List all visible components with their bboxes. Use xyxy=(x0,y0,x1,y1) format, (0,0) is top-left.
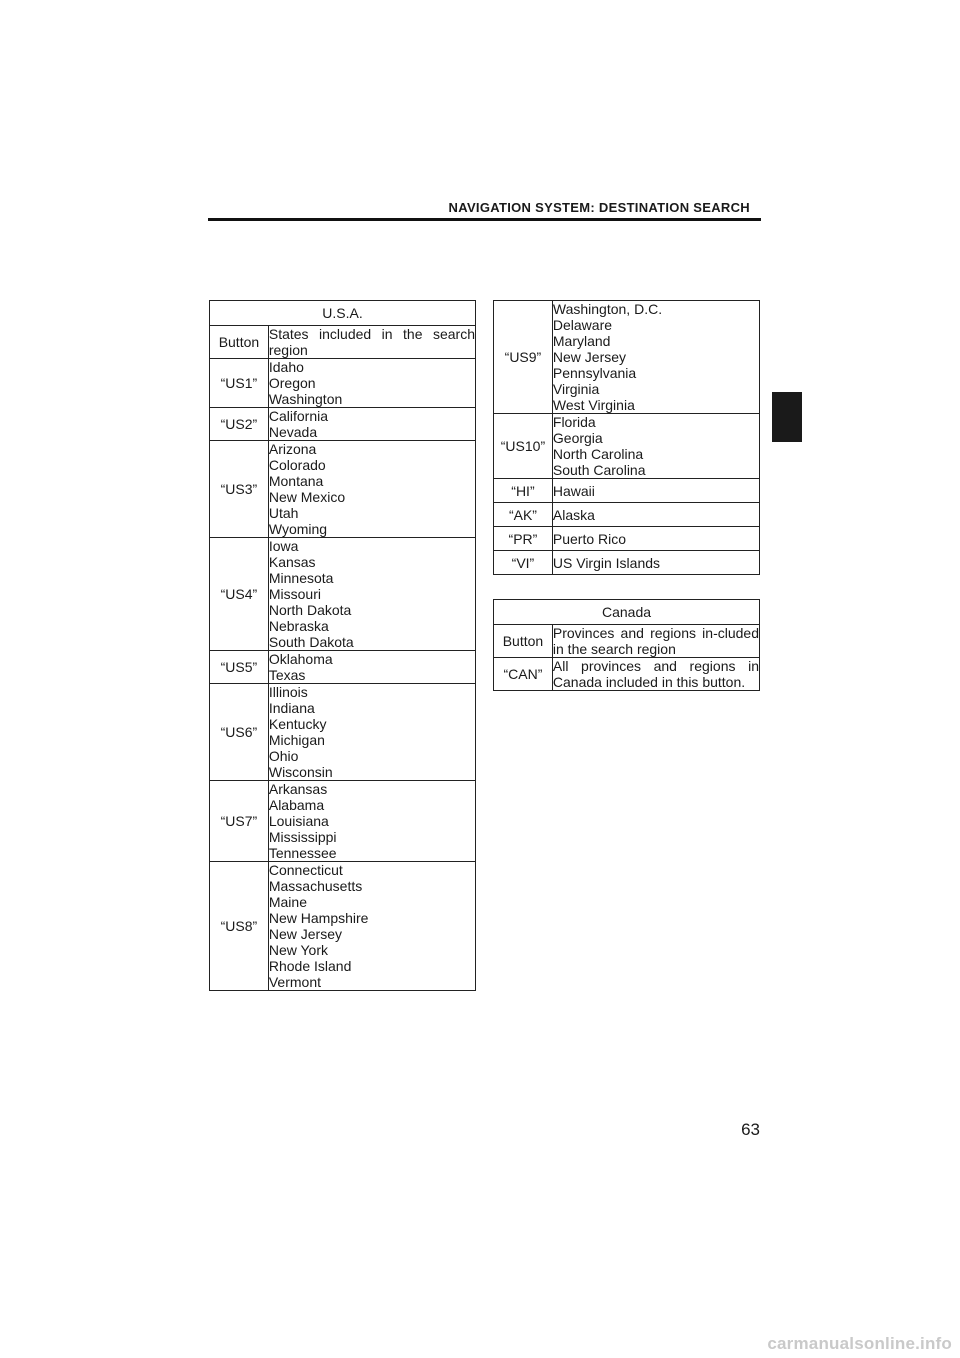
state-name: Colorado xyxy=(268,457,326,473)
table-row xyxy=(210,538,476,651)
state-name: US Virgin Islands xyxy=(552,554,661,571)
state-name: Massachusetts xyxy=(268,878,363,894)
table-row xyxy=(210,359,476,408)
state-name: New Jersey xyxy=(268,926,342,942)
state-name: Alaska xyxy=(552,506,595,523)
table-row xyxy=(494,527,760,551)
region-button-label: “PR” xyxy=(494,527,553,551)
state-name: California xyxy=(268,408,328,424)
state-name: Tennessee xyxy=(268,845,337,861)
state-name: New York xyxy=(268,942,329,958)
region-states-list xyxy=(268,441,475,538)
canada-table-caption: Canada xyxy=(494,600,760,625)
region-button-label: “US2” xyxy=(210,408,269,441)
table-row xyxy=(494,479,760,503)
state-name: Maryland xyxy=(552,333,611,349)
state-name: Texas xyxy=(268,667,306,683)
state-name: Virginia xyxy=(552,381,600,397)
state-name: Utah xyxy=(268,505,299,521)
state-name: Michigan xyxy=(268,732,325,748)
state-name: Minnesota xyxy=(268,570,334,586)
state-name: Indiana xyxy=(268,700,315,716)
state-name: Florida xyxy=(552,414,596,430)
region-states-list xyxy=(552,527,759,551)
region-states-list xyxy=(268,684,475,781)
state-name: Kansas xyxy=(268,554,316,570)
state-name: West Virginia xyxy=(552,397,635,413)
state-name: Washington xyxy=(268,391,343,407)
table-row xyxy=(210,441,476,538)
usa-cont-table-body xyxy=(494,301,760,575)
state-name: New Hampshire xyxy=(268,910,369,926)
usa-region-table-continued xyxy=(493,300,760,575)
state-name: Montana xyxy=(268,473,324,489)
state-name: Kentucky xyxy=(268,716,327,732)
state-name: North Carolina xyxy=(552,446,644,462)
state-name: Vermont xyxy=(268,974,321,990)
region-states-list xyxy=(552,551,759,575)
region-states-list xyxy=(268,538,475,651)
state-name: Oklahoma xyxy=(268,651,333,667)
state-name: Hawaii xyxy=(552,482,595,499)
region-button-label: “HI” xyxy=(494,479,553,503)
region-button-label: “US8” xyxy=(210,862,269,991)
table-row xyxy=(210,408,476,441)
state-name: Alabama xyxy=(268,797,325,813)
page-number: 63 xyxy=(741,1120,760,1139)
state-name: Wisconsin xyxy=(268,764,333,780)
col-header-states: States included in the search region xyxy=(268,326,475,358)
state-name: Nebraska xyxy=(268,618,329,634)
state-name: Puerto Rico xyxy=(552,530,627,547)
state-name: Washington, D.C. xyxy=(552,301,663,317)
region-states-list xyxy=(552,479,759,503)
state-name: South Dakota xyxy=(268,634,354,650)
state-name: Arizona xyxy=(268,441,317,457)
state-name: Missouri xyxy=(268,586,321,602)
table-row xyxy=(494,503,760,527)
region-button-label: “US4” xyxy=(210,538,269,651)
usa-table-body xyxy=(210,359,476,991)
col-header-button: Button xyxy=(494,625,553,658)
table-row xyxy=(210,651,476,684)
table-row xyxy=(494,414,760,479)
state-name: South Carolina xyxy=(552,462,646,478)
state-name: North Dakota xyxy=(268,602,352,618)
table-row xyxy=(210,684,476,781)
region-states-list xyxy=(268,359,475,408)
state-name: Rhode Island xyxy=(268,958,352,974)
state-name: Mississippi xyxy=(268,829,337,845)
usa-table-caption: U.S.A. xyxy=(210,301,476,326)
region-button-label: “US6” xyxy=(210,684,269,781)
region-button-label: “US3” xyxy=(210,441,269,538)
region-states-list xyxy=(268,781,475,862)
state-name: Nevada xyxy=(268,424,318,440)
usa-region-table xyxy=(209,300,476,991)
state-name: Illinois xyxy=(268,684,308,700)
region-description: All provinces and regions in Canada included in this button. xyxy=(552,658,759,690)
state-name: Pennsylvania xyxy=(552,365,637,381)
region-states-list xyxy=(268,408,475,441)
region-states-list xyxy=(268,651,475,684)
state-name: Oregon xyxy=(268,375,316,391)
chapter-tab-marker xyxy=(772,392,802,442)
state-name: Connecticut xyxy=(268,862,343,878)
section-header-title: NAVIGATION SYSTEM: DESTINATION SEARCH xyxy=(448,200,750,215)
state-name: Wyoming xyxy=(268,521,328,537)
region-states-list xyxy=(268,862,475,991)
state-name: New Jersey xyxy=(552,349,627,365)
state-name: Ohio xyxy=(268,748,299,764)
region-button-label: “US7” xyxy=(210,781,269,862)
state-name: Georgia xyxy=(552,430,603,446)
region-button-label: “CAN” xyxy=(494,658,553,691)
table-row xyxy=(210,781,476,862)
state-name: Louisiana xyxy=(268,813,329,829)
state-name: Arkansas xyxy=(268,781,328,797)
region-button-label: “AK” xyxy=(494,503,553,527)
region-button-label: “US5” xyxy=(210,651,269,684)
region-states-list xyxy=(552,503,759,527)
region-button-label: “US1” xyxy=(210,359,269,408)
region-button-label: “VI” xyxy=(494,551,553,575)
state-name: Idaho xyxy=(268,359,304,375)
region-states-list xyxy=(552,301,759,414)
state-name: Iowa xyxy=(268,538,299,554)
col-header-button: Button xyxy=(210,326,269,359)
table-row xyxy=(494,551,760,575)
col-header-provinces: Provinces and regions in-cluded in the search region xyxy=(552,625,759,657)
state-name: New Mexico xyxy=(268,489,346,505)
state-name: Delaware xyxy=(552,317,613,333)
region-button-label: “US9” xyxy=(494,301,553,414)
region-button-label: “US10” xyxy=(494,414,553,479)
region-states-list xyxy=(552,414,759,479)
header-rule xyxy=(208,218,761,221)
watermark: carmanualsonline.info xyxy=(767,1334,952,1353)
state-name: Maine xyxy=(268,894,307,910)
canada-region-table xyxy=(493,599,760,691)
table-row xyxy=(210,862,476,991)
table-row xyxy=(494,301,760,414)
